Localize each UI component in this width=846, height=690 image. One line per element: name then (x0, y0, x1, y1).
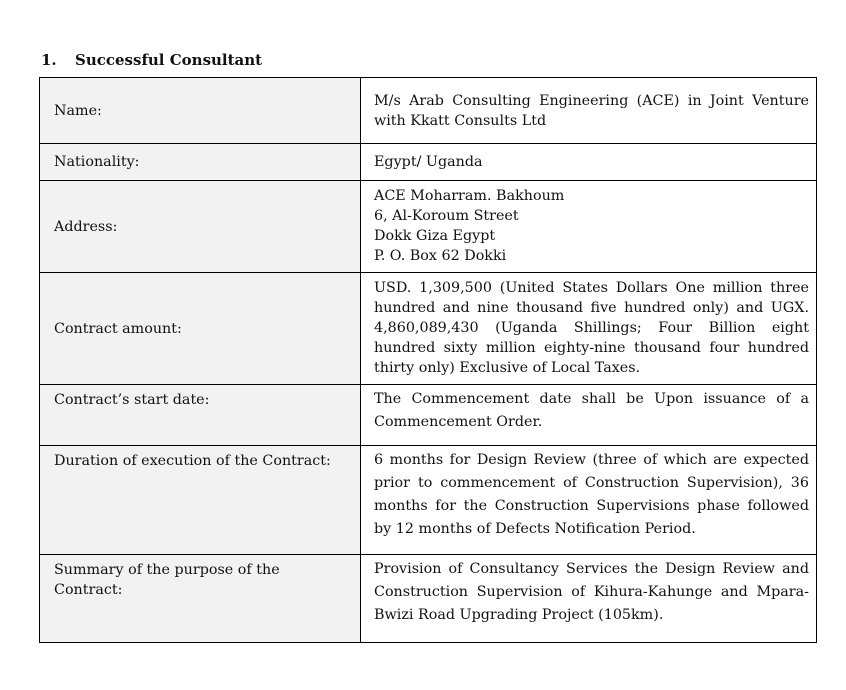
address-line-3: Dokk Giza Egypt (374, 228, 496, 244)
table-row-summary (40, 555, 817, 643)
address-line-2: 6, Al-Koroum Street (374, 208, 519, 224)
value-name-text: M/s Arab Consulting Engineering (ACE) in Joint Venture with Kkatt Consults Ltd (374, 92, 809, 129)
value-contract-amount (361, 273, 817, 385)
section-number: 1. (41, 51, 57, 69)
value-summary (361, 555, 817, 643)
section-heading (41, 50, 262, 70)
label-duration (40, 446, 361, 555)
value-start-date-text: The Commencement date shall be Upon issuance of a Commencement Order. (374, 391, 809, 430)
address-line-4: P. O. Box 62 Dokki (374, 248, 507, 264)
table-row-start-date (40, 385, 817, 446)
table-row-nationality (40, 144, 817, 181)
section-title: Successful Consultant (75, 51, 263, 69)
table-row-duration (40, 446, 817, 555)
value-address (361, 181, 817, 273)
label-duration-text: Duration of execution of the Contract: (54, 453, 331, 469)
address-line-1: ACE Moharram. Bakhoum (374, 188, 565, 204)
value-duration (361, 446, 817, 555)
value-name (361, 78, 817, 144)
value-duration-text: 6 months for Design Review (three of which are expected prior to commencement of Construction Supervision), 36 months for the Construction Supervisions phase followed by 12 months of Defects Notification Period. (374, 452, 809, 537)
label-summary-text: Summary of the purpose of the Contract: (54, 562, 280, 598)
value-start-date (361, 385, 817, 446)
label-nationality: Nationality: (40, 144, 361, 181)
label-name: Name: (40, 78, 361, 144)
value-contract-amount-text: USD. 1,309,500 (United States Dollars One million three hundred and nine thousand five hundred only) and UGX. 4,860,089,430 (Uganda Shillings; Four Billion eight hundred sixty million eighty-nine thousand four hundred thirty only) Exclusive of Local Taxes. (374, 280, 809, 376)
value-summary-text: Provision of Consultancy Services the Design Review and Construction Supervision of Kihura-Kahunge and Mpara-Bwizi Road Upgrading Project (105km). (374, 561, 809, 623)
table-row-address (40, 181, 817, 273)
label-summary (40, 555, 361, 643)
consultant-info-table (39, 77, 817, 643)
label-contract-amount: Contract amount: (40, 273, 361, 385)
label-address: Address: (40, 181, 361, 273)
table-row-contract-amount (40, 273, 817, 385)
label-start-date-text: Contract’s start date: (54, 392, 210, 408)
label-start-date (40, 385, 361, 446)
table-row-name (40, 78, 817, 144)
value-nationality: Egypt/ Uganda (361, 144, 817, 181)
